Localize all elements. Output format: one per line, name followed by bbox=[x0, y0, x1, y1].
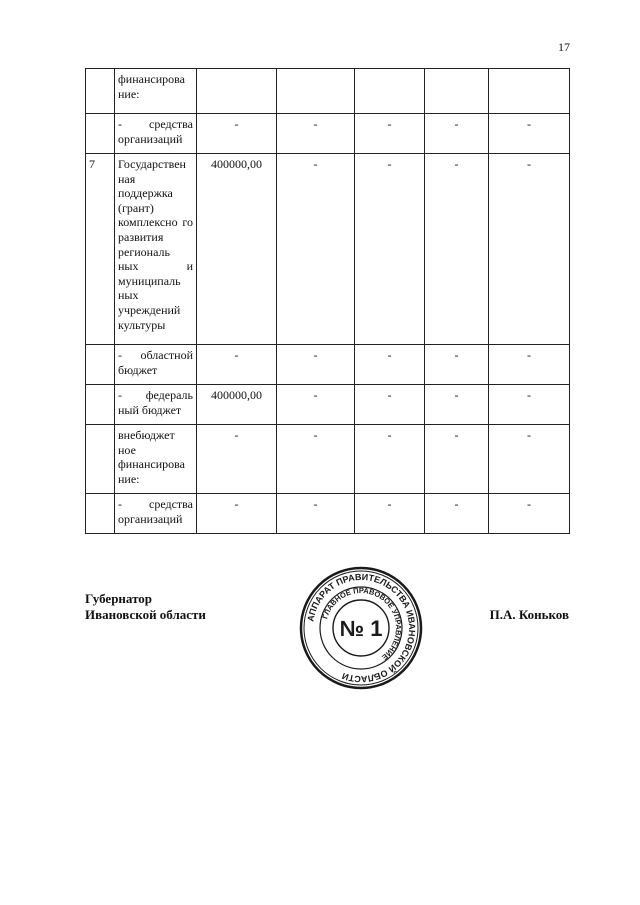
row-value-cell: - bbox=[355, 494, 425, 534]
row-value-cell: - bbox=[425, 114, 489, 154]
signatory-title-line1: Губернатор bbox=[85, 591, 153, 606]
seal-center-text: № 1 bbox=[339, 616, 383, 641]
row-description-cell: Государствен ная поддержка (грант) комплексно го развития региональ ных и муниципаль ных учреждений культуры bbox=[115, 154, 197, 345]
row-value-cell bbox=[277, 69, 355, 114]
seal-inner-text: ГЛАВНОЕ ПРАВОВОЕ УПРАВЛЕНИЕ bbox=[320, 585, 404, 662]
row-value-cell: - bbox=[489, 494, 570, 534]
row-description-cell: - областной бюджет bbox=[115, 345, 197, 385]
financing-table bbox=[85, 68, 570, 534]
row-value-cell: 400000,00 bbox=[197, 385, 277, 425]
row-number-cell bbox=[86, 494, 115, 534]
row-value-cell: 400000,00 bbox=[197, 154, 277, 345]
row-value-cell: - bbox=[425, 154, 489, 345]
row-value-cell: - bbox=[277, 385, 355, 425]
row-value-cell bbox=[355, 69, 425, 114]
table-row bbox=[86, 69, 570, 114]
row-value-cell: - bbox=[197, 425, 277, 494]
row-description-cell: финансирова ние: bbox=[115, 69, 197, 114]
row-value-cell: - bbox=[277, 494, 355, 534]
row-description-cell: - средства организаций bbox=[115, 114, 197, 154]
row-description-cell: внебюджет ное финансирова ние: bbox=[115, 425, 197, 494]
row-value-cell: - bbox=[197, 345, 277, 385]
row-value-cell: - bbox=[355, 345, 425, 385]
row-value-cell: - bbox=[277, 154, 355, 345]
table-row bbox=[86, 385, 570, 425]
row-value-cell: - bbox=[277, 345, 355, 385]
table-row bbox=[86, 494, 570, 534]
row-value-cell: - bbox=[425, 345, 489, 385]
row-value-cell: - bbox=[489, 425, 570, 494]
row-value-cell: - bbox=[355, 425, 425, 494]
row-value-cell: - bbox=[277, 425, 355, 494]
row-value-cell: - bbox=[489, 385, 570, 425]
row-value-cell: - bbox=[355, 114, 425, 154]
row-value-cell: - bbox=[277, 114, 355, 154]
signatory-name: П.А. Коньков bbox=[489, 607, 569, 622]
table-row bbox=[86, 345, 570, 385]
row-value-cell: - bbox=[197, 494, 277, 534]
row-value-cell bbox=[197, 69, 277, 114]
row-number-cell bbox=[86, 385, 115, 425]
row-value-cell: - bbox=[355, 385, 425, 425]
table-row bbox=[86, 425, 570, 494]
row-value-cell: - bbox=[489, 114, 570, 154]
seal-ring-text: АППАРАТ ПРАВИТЕЛЬСТВА ИВАНОВСКОЙ ОБЛАСТИ bbox=[305, 571, 418, 685]
row-value-cell bbox=[425, 69, 489, 114]
row-value-cell: - bbox=[355, 154, 425, 345]
page-number: 17 bbox=[558, 40, 570, 54]
signatory-title-line2: Ивановской области bbox=[85, 607, 206, 622]
row-number-cell bbox=[86, 69, 115, 114]
row-number-cell: 7 bbox=[86, 154, 115, 345]
row-description-cell: - средства организаций bbox=[115, 494, 197, 534]
row-value-cell: - bbox=[425, 494, 489, 534]
row-number-cell bbox=[86, 345, 115, 385]
row-value-cell: - bbox=[197, 114, 277, 154]
row-description-cell: - федераль ный бюджет bbox=[115, 385, 197, 425]
row-value-cell bbox=[489, 69, 570, 114]
table-row bbox=[86, 154, 570, 345]
row-value-cell: - bbox=[425, 425, 489, 494]
table-row bbox=[86, 114, 570, 154]
row-value-cell: - bbox=[425, 385, 489, 425]
official-seal bbox=[299, 566, 423, 690]
signatory-title bbox=[85, 591, 206, 623]
row-number-cell bbox=[86, 425, 115, 494]
financing-table-body bbox=[86, 69, 570, 534]
row-value-cell: - bbox=[489, 154, 570, 345]
row-value-cell: - bbox=[489, 345, 570, 385]
row-number-cell bbox=[86, 114, 115, 154]
